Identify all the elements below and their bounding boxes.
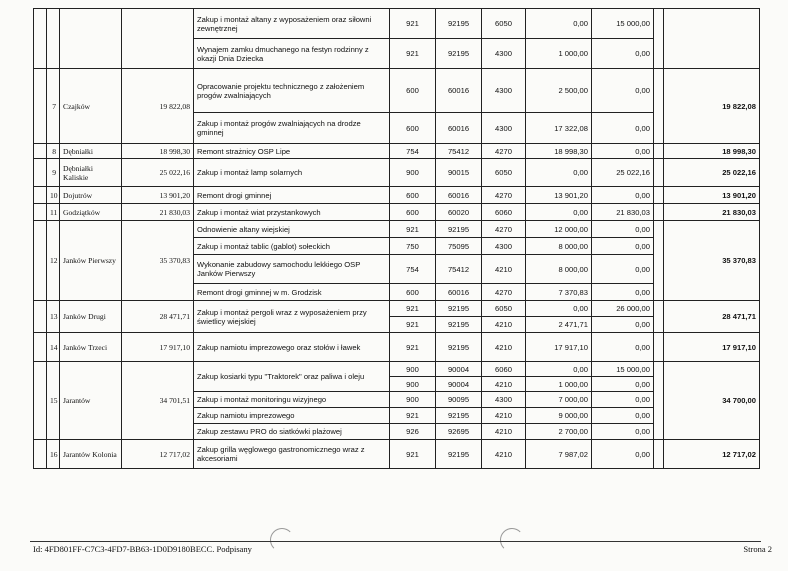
dzial-cell: 600: [390, 69, 436, 113]
margin-cell: [34, 9, 47, 69]
property-expense-cell: 0,00: [592, 39, 654, 69]
rozdzial-cell: 92195: [436, 39, 482, 69]
property-expense-cell: 15 000,00: [592, 9, 654, 39]
village-cell: Jarantów Kolonia: [60, 440, 122, 469]
table-row: [34, 144, 760, 159]
task-cell: Opracowanie projektu technicznego z założeniem progów zwalniających: [194, 69, 390, 113]
margin-cell: [34, 204, 47, 221]
current-expense-cell: 0,00: [526, 9, 592, 39]
rozdzial-cell: 75095: [436, 238, 482, 255]
current-expense-cell: 17 322,08: [526, 113, 592, 144]
dzial-cell: 900: [390, 159, 436, 187]
paragraf-cell: 6060: [482, 204, 526, 221]
fund-total-cell: 35 370,83: [664, 221, 760, 301]
paragraf-cell: 4210: [482, 333, 526, 362]
fund-total-cell: 28 471,71: [664, 301, 760, 333]
table-row: [34, 440, 760, 469]
margin-cell: [34, 440, 47, 469]
paragraf-cell: 6060: [482, 362, 526, 377]
dzial-cell: 921: [390, 408, 436, 424]
current-expense-cell: 0,00: [526, 159, 592, 187]
paragraf-cell: 4210: [482, 377, 526, 392]
village-cell: Dębniałki: [60, 144, 122, 159]
rozdzial-cell: 60016: [436, 187, 482, 204]
paragraf-cell: 4270: [482, 144, 526, 159]
dzial-cell: 900: [390, 392, 436, 408]
paragraf-cell: 4210: [482, 440, 526, 469]
task-cell: Remont strażnicy OSP Lipe: [194, 144, 390, 159]
current-expense-cell: 0,00: [526, 301, 592, 317]
current-expense-cell: 18 998,30: [526, 144, 592, 159]
dzial-cell: 900: [390, 377, 436, 392]
village-total-cell: 35 370,83: [122, 221, 194, 301]
village-cell: Czajków: [60, 69, 122, 144]
task-cell: Zakup i montaż pergoli wraz z wyposażeniem przy świetlicy wiejskiej: [194, 301, 390, 333]
spacer-cell: [654, 159, 664, 187]
dzial-cell: 921: [390, 317, 436, 333]
rozdzial-cell: 92195: [436, 317, 482, 333]
spacer-cell: [654, 69, 664, 144]
rozdzial-cell: 60016: [436, 284, 482, 301]
spacer-cell: [654, 204, 664, 221]
lp-cell: 11: [47, 204, 60, 221]
margin-cell: [34, 69, 47, 144]
fund-total-cell: 18 998,30: [664, 144, 760, 159]
fund-total-cell: 25 022,16: [664, 159, 760, 187]
table-row: [34, 204, 760, 221]
task-cell: Remont drogi gminnej: [194, 187, 390, 204]
lp-cell: 14: [47, 333, 60, 362]
rozdzial-cell: 92195: [436, 333, 482, 362]
paragraf-cell: 4300: [482, 39, 526, 69]
spacer-cell: [654, 144, 664, 159]
paragraf-cell: 6050: [482, 9, 526, 39]
fund-total-cell: 17 917,10: [664, 333, 760, 362]
rozdzial-cell: 92195: [436, 221, 482, 238]
rozdzial-cell: 75412: [436, 144, 482, 159]
dzial-cell: 921: [390, 301, 436, 317]
task-cell: Remont drogi gminnej w m. Grodzisk: [194, 284, 390, 301]
rozdzial-cell: 75412: [436, 255, 482, 284]
spacer-cell: [654, 221, 664, 301]
rozdzial-cell: 92195: [436, 301, 482, 317]
paragraf-cell: 4300: [482, 238, 526, 255]
paragraf-cell: 4300: [482, 69, 526, 113]
task-cell: Zakup namiotu imprezowego oraz stołów i ławek: [194, 333, 390, 362]
dzial-cell: 600: [390, 204, 436, 221]
dzial-cell: 750: [390, 238, 436, 255]
fund-total-cell: 21 830,03: [664, 204, 760, 221]
rozdzial-cell: 92195: [436, 9, 482, 39]
property-expense-cell: 15 000,00: [592, 362, 654, 377]
page-number: Strona 2: [743, 544, 772, 554]
current-expense-cell: 8 000,00: [526, 255, 592, 284]
village-cell: Janków Trzeci: [60, 333, 122, 362]
dzial-cell: 900: [390, 362, 436, 377]
table-row: [34, 9, 760, 39]
lp-cell: 7: [47, 69, 60, 144]
fund-total-cell: 12 717,02: [664, 440, 760, 469]
village-total-cell: 19 822,08: [122, 69, 194, 144]
task-cell: Zakup i montaż wiat przystankowych: [194, 204, 390, 221]
village-cell: Godziątków: [60, 204, 122, 221]
village-total-cell: 13 901,20: [122, 187, 194, 204]
paragraf-cell: 4210: [482, 408, 526, 424]
rozdzial-cell: 92695: [436, 424, 482, 440]
task-cell: Odnowienie altany wiejskiej: [194, 221, 390, 238]
property-expense-cell: 0,00: [592, 317, 654, 333]
property-expense-cell: 0,00: [592, 424, 654, 440]
footer-divider: [30, 541, 761, 542]
dzial-cell: 754: [390, 144, 436, 159]
table-row: [34, 69, 760, 113]
current-expense-cell: 13 901,20: [526, 187, 592, 204]
dzial-cell: 754: [390, 255, 436, 284]
task-cell: Zakup kosiarki typu "Traktorek" oraz paliwa i oleju: [194, 362, 390, 392]
current-expense-cell: 2 500,00: [526, 69, 592, 113]
fund-total-cell: 13 901,20: [664, 187, 760, 204]
table-row: [34, 159, 760, 187]
lp-cell: 8: [47, 144, 60, 159]
village-total-cell: 34 701,51: [122, 362, 194, 440]
paragraf-cell: 4270: [482, 284, 526, 301]
paragraf-cell: 4300: [482, 392, 526, 408]
rozdzial-cell: 60016: [436, 113, 482, 144]
village-cell: Dębniałki Kaliskie: [60, 159, 122, 187]
task-cell: Zakup i montaż tablic (gablot) sołeckich: [194, 238, 390, 255]
property-expense-cell: 0,00: [592, 113, 654, 144]
village-cell: Dojutrów: [60, 187, 122, 204]
current-expense-cell: 1 000,00: [526, 39, 592, 69]
village-total-cell: 21 830,03: [122, 204, 194, 221]
village-total-cell: 28 471,71: [122, 301, 194, 333]
table-row: [34, 187, 760, 204]
current-expense-cell: 0,00: [526, 362, 592, 377]
property-expense-cell: 0,00: [592, 144, 654, 159]
dzial-cell: 600: [390, 284, 436, 301]
property-expense-cell: 0,00: [592, 69, 654, 113]
property-expense-cell: 0,00: [592, 333, 654, 362]
lp-cell: 13: [47, 301, 60, 333]
spacer-cell: [654, 333, 664, 362]
fund-total-cell: 34 700,00: [664, 362, 760, 440]
rozdzial-cell: 90004: [436, 362, 482, 377]
current-expense-cell: 8 000,00: [526, 238, 592, 255]
village-total-cell: 18 998,30: [122, 144, 194, 159]
paragraf-cell: 4270: [482, 221, 526, 238]
current-expense-cell: 9 000,00: [526, 408, 592, 424]
margin-cell: [34, 221, 47, 301]
margin-cell: [34, 333, 47, 362]
budget-table: [33, 8, 760, 469]
margin-cell: [34, 301, 47, 333]
current-expense-cell: 2 700,00: [526, 424, 592, 440]
dzial-cell: 600: [390, 113, 436, 144]
margin-cell: [34, 159, 47, 187]
dzial-cell: 921: [390, 39, 436, 69]
spacer-cell: [654, 362, 664, 440]
margin-cell: [34, 362, 47, 440]
dzial-cell: 921: [390, 440, 436, 469]
task-cell: Zakup zestawu PRO do siatkówki plażowej: [194, 424, 390, 440]
current-expense-cell: 0,00: [526, 204, 592, 221]
property-expense-cell: 0,00: [592, 187, 654, 204]
property-expense-cell: 21 830,03: [592, 204, 654, 221]
village-total-cell: 25 022,16: [122, 159, 194, 187]
rozdzial-cell: 60020: [436, 204, 482, 221]
paragraf-cell: 4210: [482, 317, 526, 333]
property-expense-cell: 0,00: [592, 408, 654, 424]
signature-stamp-mark: [270, 528, 294, 552]
paragraf-cell: 4210: [482, 255, 526, 284]
table-row: [34, 301, 760, 317]
document-id: Id: 4FD801FF-C7C3-4FD7-BB63-1D0D9180BECC. Podpisany: [33, 544, 252, 554]
village-total-cell: [122, 9, 194, 69]
village-cell: Janków Drugi: [60, 301, 122, 333]
spacer-cell: [654, 9, 664, 69]
fund-total-cell: 19 822,08: [664, 69, 760, 144]
village-cell: Jarantów: [60, 362, 122, 440]
dzial-cell: 921: [390, 9, 436, 39]
paragraf-cell: 4300: [482, 113, 526, 144]
dzial-cell: 600: [390, 187, 436, 204]
rozdzial-cell: 90015: [436, 159, 482, 187]
rozdzial-cell: 92195: [436, 408, 482, 424]
village-cell: [60, 9, 122, 69]
property-expense-cell: 26 000,00: [592, 301, 654, 317]
lp-cell: [47, 9, 60, 69]
task-cell: Zakup i montaż monitoringu wizyjnego: [194, 392, 390, 408]
task-cell: Wykonanie zabudowy samochodu lekkiego OSP Janków Pierwszy: [194, 255, 390, 284]
paragraf-cell: 6050: [482, 159, 526, 187]
property-expense-cell: 0,00: [592, 392, 654, 408]
task-cell: Zakup i montaż lamp solarnych: [194, 159, 390, 187]
table-row: [34, 221, 760, 238]
village-total-cell: 12 717,02: [122, 440, 194, 469]
current-expense-cell: 7 987,02: [526, 440, 592, 469]
paragraf-cell: 6050: [482, 301, 526, 317]
dzial-cell: 921: [390, 333, 436, 362]
lp-cell: 16: [47, 440, 60, 469]
rozdzial-cell: 90095: [436, 392, 482, 408]
rozdzial-cell: 92195: [436, 440, 482, 469]
task-cell: Wynajem zamku dmuchanego na festyn rodzinny z okazji Dnia Dziecka: [194, 39, 390, 69]
lp-cell: 10: [47, 187, 60, 204]
table-row: [34, 362, 760, 377]
property-expense-cell: 0,00: [592, 238, 654, 255]
spacer-cell: [654, 440, 664, 469]
rozdzial-cell: 60016: [436, 69, 482, 113]
property-expense-cell: 0,00: [592, 440, 654, 469]
rozdzial-cell: 90004: [436, 377, 482, 392]
signature-stamp-mark: [500, 528, 524, 552]
spacer-cell: [654, 301, 664, 333]
current-expense-cell: 12 000,00: [526, 221, 592, 238]
property-expense-cell: 0,00: [592, 221, 654, 238]
village-total-cell: 17 917,10: [122, 333, 194, 362]
task-cell: Zakup i montaż progów zwalniających na drodze gminnej: [194, 113, 390, 144]
current-expense-cell: 2 471,71: [526, 317, 592, 333]
current-expense-cell: 17 917,10: [526, 333, 592, 362]
property-expense-cell: 0,00: [592, 284, 654, 301]
margin-cell: [34, 187, 47, 204]
dzial-cell: 921: [390, 221, 436, 238]
task-cell: Zakup i montaż altany z wyposażeniem oraz siłowni zewnętrznej: [194, 9, 390, 39]
current-expense-cell: 7 370,83: [526, 284, 592, 301]
task-cell: Zakup grilla węglowego gastronomicznego wraz z akcesoriami: [194, 440, 390, 469]
spacer-cell: [654, 187, 664, 204]
fund-total-cell: [664, 9, 760, 69]
margin-cell: [34, 144, 47, 159]
paragraf-cell: 4210: [482, 424, 526, 440]
paragraf-cell: 4270: [482, 187, 526, 204]
lp-cell: 9: [47, 159, 60, 187]
property-expense-cell: 25 022,16: [592, 159, 654, 187]
table-row: [34, 333, 760, 362]
current-expense-cell: 7 000,00: [526, 392, 592, 408]
property-expense-cell: 0,00: [592, 255, 654, 284]
village-cell: Janków Pierwszy: [60, 221, 122, 301]
lp-cell: 12: [47, 221, 60, 301]
dzial-cell: 926: [390, 424, 436, 440]
property-expense-cell: 0,00: [592, 377, 654, 392]
lp-cell: 15: [47, 362, 60, 440]
task-cell: Zakup namiotu imprezowego: [194, 408, 390, 424]
current-expense-cell: 1 000,00: [526, 377, 592, 392]
